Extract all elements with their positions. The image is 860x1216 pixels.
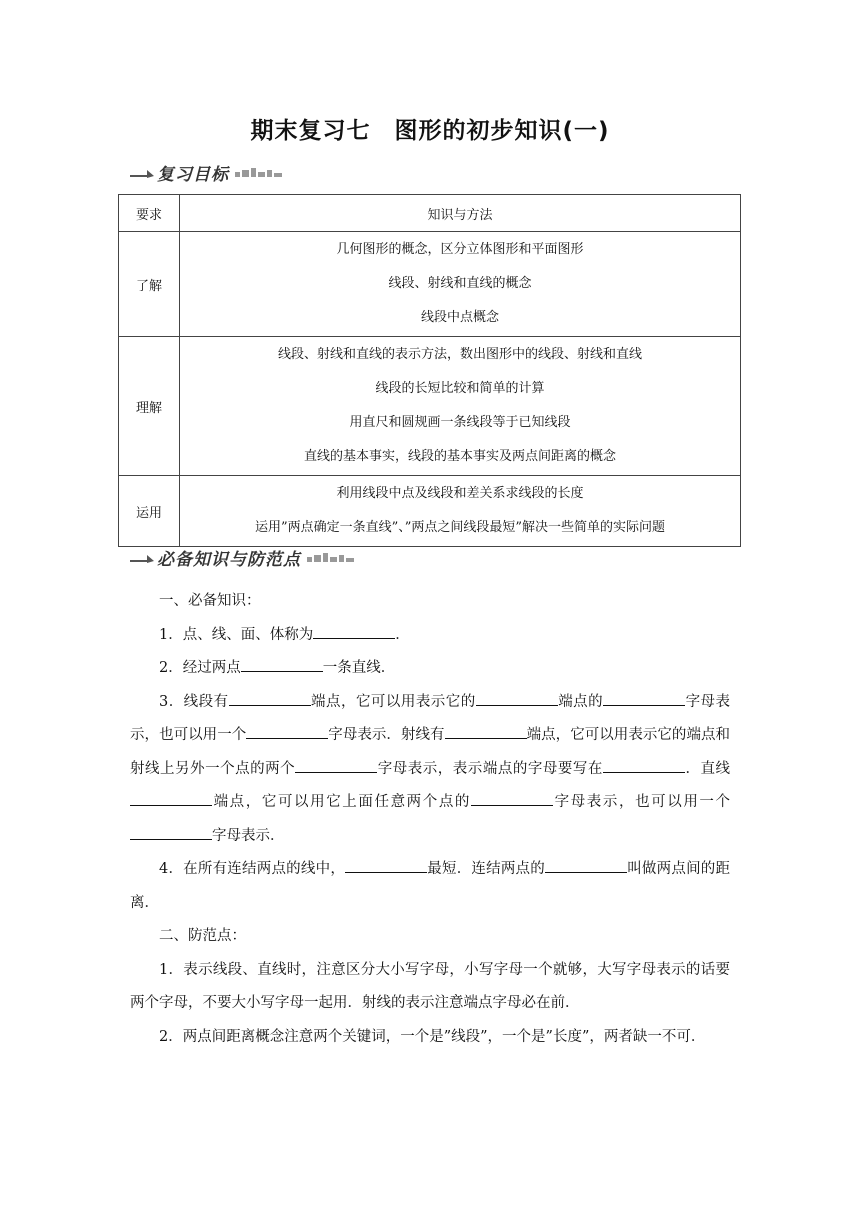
caution-item-1: 1．表示线段、直线时，注意区分大小写字母，小写字母一个就够，大写字母表示的话要两个字母，不要大小写字母一起用．射线的表示注意端点字母必在前． <box>130 961 730 1011</box>
answer-blank[interactable] <box>545 858 627 873</box>
part2-heading: 二、防范点： <box>159 928 246 944</box>
list-item: 线段、射线和直线的表示方法，数出图形中的线段、射线和直线 <box>277 347 642 362</box>
list-item: 用直尺和圆规画一条线段等于已知线段 <box>349 415 571 430</box>
knowledge-item-1: 1．点、线、面、体称为 ． <box>130 619 730 653</box>
list-item: 线段、射线和直线的概念 <box>388 276 532 291</box>
knowledge-item-3: 3．线段有 端点，它可以用表示它的 端点的 字母表示，也可以用一个 字母表示．射线有 端点，它可以用表示它的端点和射线上另外一个点的两个 字母表示，表示端点的字母要写在 ．直线端点，它可以用它上面任意两个点的 字母表示，也可以用一个字母表示． <box>130 686 730 854</box>
table-header-row <box>119 195 741 232</box>
arrow-icon <box>129 165 155 179</box>
answer-blank[interactable] <box>445 724 527 739</box>
answer-blank[interactable] <box>130 825 212 840</box>
arrow-icon <box>129 550 155 564</box>
answer-blank[interactable] <box>345 858 427 873</box>
answer-blank[interactable] <box>295 758 377 773</box>
content-body <box>130 585 730 1054</box>
knowledge-item-2: 2．经过两点 一条直线． <box>130 652 730 686</box>
header-requirement: 要求 <box>119 195 180 232</box>
goals-table <box>118 194 741 547</box>
section-goals-label: 复习目标 <box>157 164 229 185</box>
answer-blank[interactable] <box>603 758 685 773</box>
section-banner-knowledge <box>129 546 354 568</box>
table-row <box>119 232 741 337</box>
answer-blank[interactable] <box>471 791 553 806</box>
row-items <box>180 337 741 476</box>
decorative-dots <box>307 553 354 562</box>
section-knowledge-label: 必备知识与防范点 <box>157 549 301 570</box>
list-item: 利用线段中点及线段和差关系求线段的长度 <box>336 486 584 501</box>
knowledge-item-4: 4．在所有连结两点的线中， 最短．连结两点的 叫做两点间的距离． <box>130 853 730 920</box>
decorative-dots <box>235 168 282 177</box>
header-knowledge: 知识与方法 <box>180 195 741 232</box>
answer-blank[interactable] <box>130 791 212 806</box>
answer-blank[interactable] <box>229 691 311 706</box>
answer-blank[interactable] <box>603 691 685 706</box>
table-row <box>119 476 741 547</box>
answer-blank[interactable] <box>313 624 395 639</box>
list-item: 线段的长短比较和简单的计算 <box>375 381 545 396</box>
caution-item-2: 2．两点间距离概念注意两个关键词，一个是”线段”，一个是”长度”，两者缺一不可． <box>159 1028 706 1045</box>
part1-heading: 一、必备知识： <box>159 593 261 609</box>
row-level: 了解 <box>119 232 180 337</box>
answer-blank[interactable] <box>246 724 328 739</box>
section-banner-goals <box>129 161 282 183</box>
answer-blank[interactable] <box>241 657 323 672</box>
list-item: 直线的基本事实，线段的基本事实及两点间距离的概念 <box>303 449 616 464</box>
row-level: 理解 <box>119 337 180 476</box>
page-title: 期末复习七 图形的初步知识(一) <box>250 118 610 144</box>
row-items <box>180 232 741 337</box>
row-items <box>180 476 741 547</box>
list-item: 线段中点概念 <box>420 310 499 325</box>
answer-blank[interactable] <box>476 691 558 706</box>
row-level: 运用 <box>119 476 180 547</box>
list-item: 运用”两点确定一条直线”、”两点之间线段最短”解决一些简单的实际问题 <box>254 520 666 535</box>
table-row <box>119 337 741 476</box>
list-item: 几何图形的概念，区分立体图形和平面图形 <box>336 242 584 257</box>
